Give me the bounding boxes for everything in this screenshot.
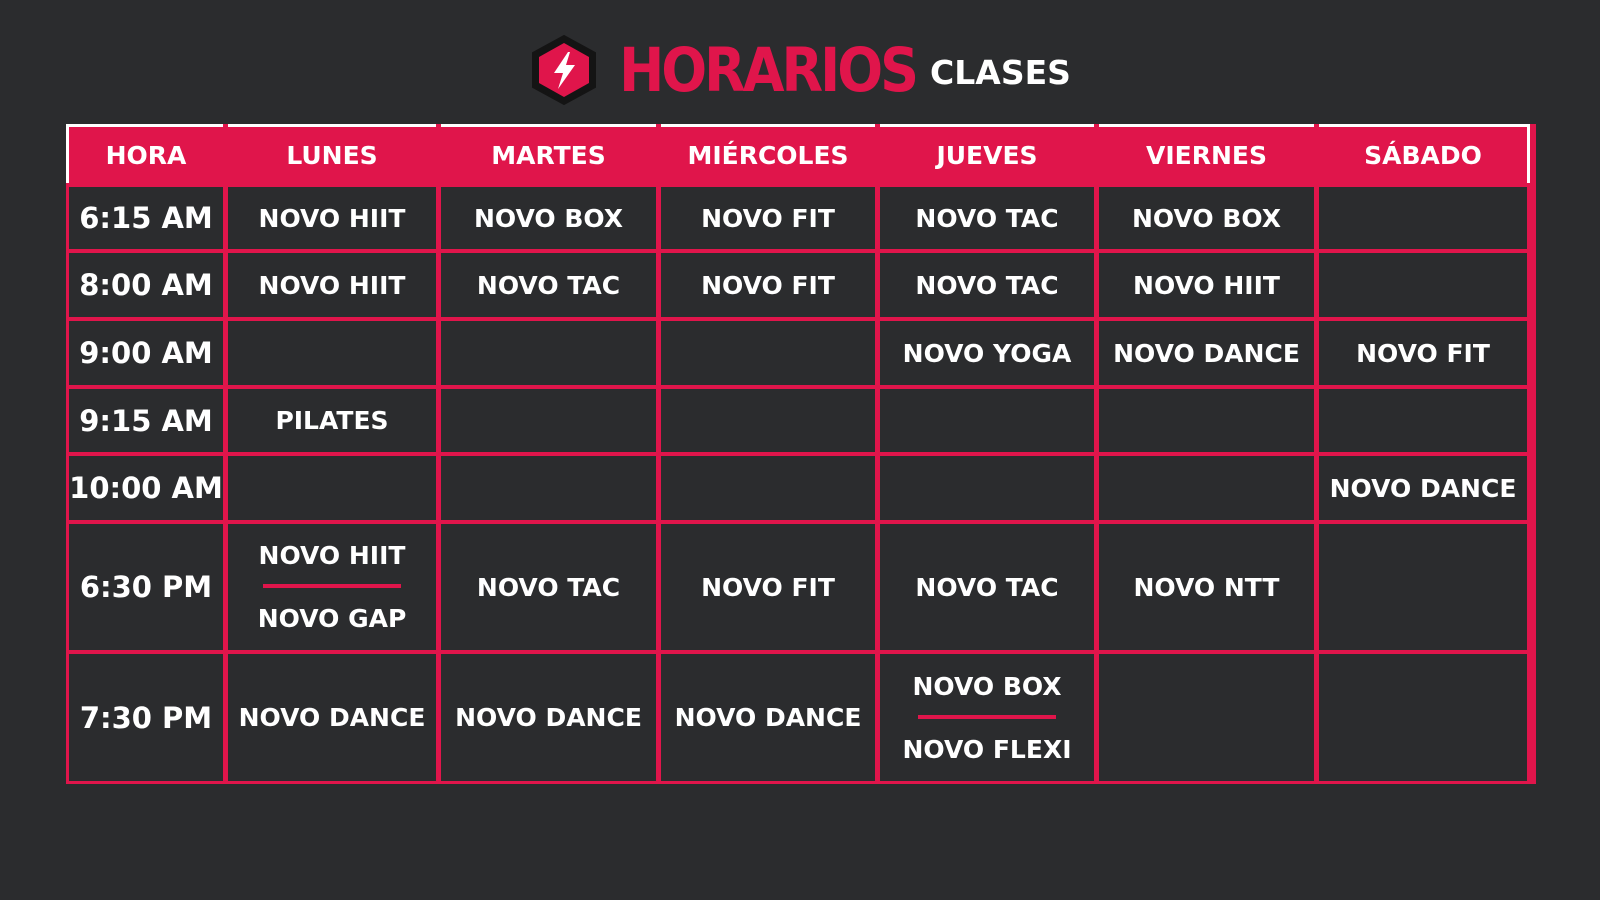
time-slot: 6:15 AM <box>69 187 223 249</box>
class-name: PILATES <box>275 406 389 435</box>
class-cell <box>661 187 875 249</box>
empty-cell <box>661 321 875 385</box>
class-cell <box>228 187 436 249</box>
time-slot: 9:15 AM <box>69 389 223 452</box>
empty-cell <box>880 456 1094 520</box>
class-name: NOVO DANCE <box>455 703 642 732</box>
class-divider <box>263 584 401 588</box>
class-cell <box>228 654 436 781</box>
class-name: NOVO DANCE <box>238 703 426 732</box>
class-name: NOVO FIT <box>1356 338 1490 368</box>
empty-cell <box>880 389 1094 452</box>
class-name: NOVO NTT <box>1133 572 1280 602</box>
column-header-hora: HORA <box>66 124 223 183</box>
class-name: NOVO DANCE <box>1113 338 1300 368</box>
class-name: NOVO HIIT <box>1133 270 1280 300</box>
class-cell <box>228 253 436 317</box>
empty-cell <box>1099 389 1314 452</box>
class-cell <box>228 389 436 452</box>
empty-cell <box>441 389 656 452</box>
class-cell <box>1099 253 1314 317</box>
class-name: NOVO FIT <box>701 572 835 602</box>
class-cell <box>1319 321 1527 385</box>
empty-cell <box>228 456 436 520</box>
class-cell <box>1319 456 1527 520</box>
empty-cell <box>1319 654 1527 781</box>
class-name: NOVO TAC <box>915 203 1059 233</box>
empty-cell <box>441 321 656 385</box>
class-name: NOVO BOX <box>912 671 1062 701</box>
class-cell <box>441 654 656 781</box>
class-cell <box>880 187 1094 249</box>
class-divider <box>918 715 1056 719</box>
class-name: NOVO HIIT <box>258 203 406 233</box>
class-name: NOVO TAC <box>476 572 621 602</box>
class-cell <box>1099 187 1314 249</box>
column-header-lunes: LUNES <box>228 124 436 183</box>
empty-cell <box>1319 389 1527 452</box>
time-slot: 9:00 AM <box>69 321 223 385</box>
class-cell <box>1099 321 1314 385</box>
page-subtitle: CLASES <box>930 52 1071 92</box>
class-cell <box>1099 524 1314 650</box>
page-title: HORARIOS <box>619 34 917 106</box>
class-name: NOVO GAP <box>257 604 407 633</box>
column-header-viernes: VIERNES <box>1099 124 1314 183</box>
empty-cell <box>1099 456 1314 520</box>
class-cell <box>661 253 875 317</box>
class-name: NOVO BOX <box>1131 203 1282 233</box>
time-slot: 8:00 AM <box>69 253 223 317</box>
schedule-table <box>66 124 1536 784</box>
lightning-bolt-hexagon-icon <box>529 34 599 106</box>
empty-cell <box>1319 253 1527 317</box>
class-cell <box>880 253 1094 317</box>
column-header-miercoles: MIÉRCOLES <box>661 124 875 183</box>
class-name: NOVO FIT <box>701 270 835 300</box>
class-cell <box>228 524 436 650</box>
empty-cell <box>1099 654 1314 781</box>
time-slot: 7:30 PM <box>69 654 223 781</box>
empty-cell <box>1319 524 1527 650</box>
class-name: NOVO DANCE <box>1329 473 1517 503</box>
empty-cell <box>441 456 656 520</box>
class-name: NOVO FLEXI <box>902 734 1072 764</box>
class-cell <box>661 524 875 650</box>
class-name: NOVO TAC <box>476 270 621 300</box>
class-name: NOVO HIIT <box>258 541 406 570</box>
class-cell <box>880 654 1094 781</box>
class-cell <box>441 524 656 650</box>
class-cell <box>880 321 1094 385</box>
empty-cell <box>228 321 436 385</box>
class-name: NOVO HIIT <box>258 270 406 300</box>
class-name: NOVO DANCE <box>674 703 862 732</box>
column-header-sabado: SÁBADO <box>1319 124 1530 183</box>
class-name: NOVO TAC <box>915 572 1059 602</box>
class-name: NOVO BOX <box>473 203 624 233</box>
class-cell <box>661 654 875 781</box>
class-cell <box>880 524 1094 650</box>
time-slot: 10:00 AM <box>69 456 223 520</box>
schedule-header <box>0 34 1600 106</box>
time-slot: 6:30 PM <box>69 524 223 650</box>
class-name: NOVO TAC <box>915 270 1059 300</box>
class-cell <box>441 187 656 249</box>
column-header-martes: MARTES <box>441 124 656 183</box>
class-cell <box>441 253 656 317</box>
column-header-jueves: JUEVES <box>880 124 1094 183</box>
empty-cell <box>661 456 875 520</box>
class-name: NOVO FIT <box>701 203 835 233</box>
class-name: NOVO YOGA <box>902 338 1072 368</box>
empty-cell <box>1319 187 1527 249</box>
empty-cell <box>661 389 875 452</box>
